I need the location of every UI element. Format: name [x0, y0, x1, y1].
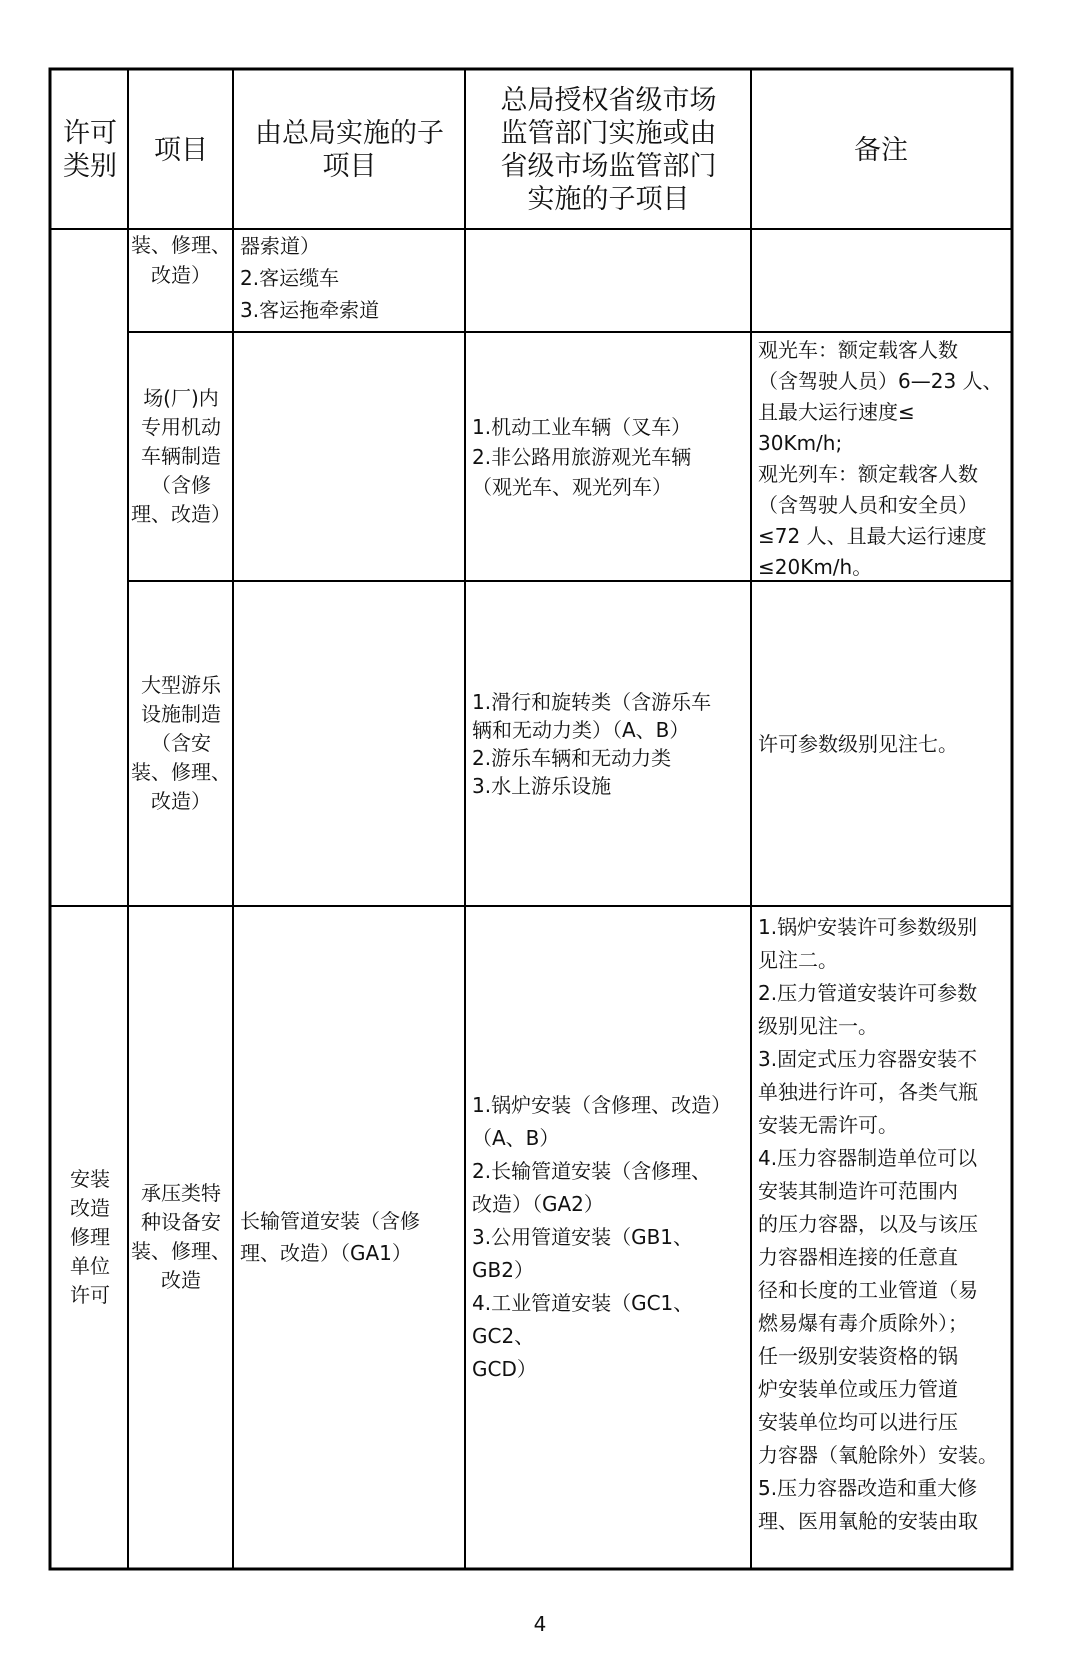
row1-item: 装、修理、 改造） — [131, 233, 231, 287]
row4-hq-subitems — [234, 907, 465, 1567]
row3-item: 大型游乐 设施制造 （含安 装、修理、 改造） — [131, 673, 231, 813]
row2-provincial-text: 1.机动工业车辆（叉车） 2.非公路用旅游观光车辆 （观光车、观光列车） — [472, 414, 692, 499]
row3-provincial-subitems — [466, 582, 751, 905]
row4-item: 承压类特 种设备安 装、修理、 改造 — [131, 1181, 231, 1292]
header-remarks: 备注 — [854, 134, 908, 166]
row1-hq-subitems: 器索道） 2.客运缆车 3.客运拖牵索道 — [240, 234, 380, 322]
row3-remarks-text: 许可参数级别见注七。 — [758, 731, 958, 756]
page-number: 4 — [533, 1612, 547, 1636]
header-item: 项目 — [154, 134, 208, 166]
row2-item: 场(厂)内 专用机动 车辆制造 （含修 理、改造） — [131, 386, 231, 526]
row4-provincial-text: 1.锅炉安装（含修理、改造） （A、B） 2.长输管道安装（含修理、 改造）（GA2） 3.公用管道安装（GB1、GB2） 4.工业管道安装（GC1、GC2、 GCD） — [472, 1092, 732, 1381]
row3-remarks — [752, 582, 1010, 905]
row4-remarks: 1.锅炉安装许可参数级别 见注二。 2.压力管道安装许可参数 级别见注一。 3.固定式压力容器安装不 单独进行许可，各类气瓶 安装无需许可。 4.压力容器制造单位可以 安装其制造许可范围内 的压力容器，以及与该压 力容器相连接的任意直 径和长度的工业管道（易 燃易爆有毒介质除外）； 任一级别安装资格的锅 炉安装单位或压力管道 安装单位均可以进行压 力容器（氧舱除外）安装。 5.压力容器改造和重大修 理、医用氧舱的安装由取 — [758, 915, 998, 1533]
row2-remarks: 观光车：额定载客人数 （含驾驶人员）6—23 人、 且最大运行速度≤ 30Km/h; 观光列车：额定载客人数 （含驾驶人员和安全员） ≤72 人、且最大运行速度 ≤20Km/h。 — [758, 338, 1003, 579]
header-hq-subitems: 由总局实施的子 项目 — [255, 118, 444, 182]
row3-provincial-text: 1.滑行和旋转类（含游乐车 辆和无动力类）（A、B） 2.游乐车辆和无动力类 3.水上游乐设施 — [472, 689, 712, 798]
header-license-category: 许可 类别 — [63, 118, 117, 182]
header-provincial-subitems: 总局授权省级市场 监管部门实施或由 省级市场监管部门 实施的子项目 — [500, 85, 717, 215]
row4-provincial-subitems — [466, 907, 751, 1567]
row4-category: 安装 改造 修理 单位 许可 — [70, 1166, 110, 1307]
row4-hq-text: 长输管道安装（含修 理、改造）（GA1） — [240, 1209, 420, 1265]
row2-provincial-subitems — [466, 333, 751, 580]
